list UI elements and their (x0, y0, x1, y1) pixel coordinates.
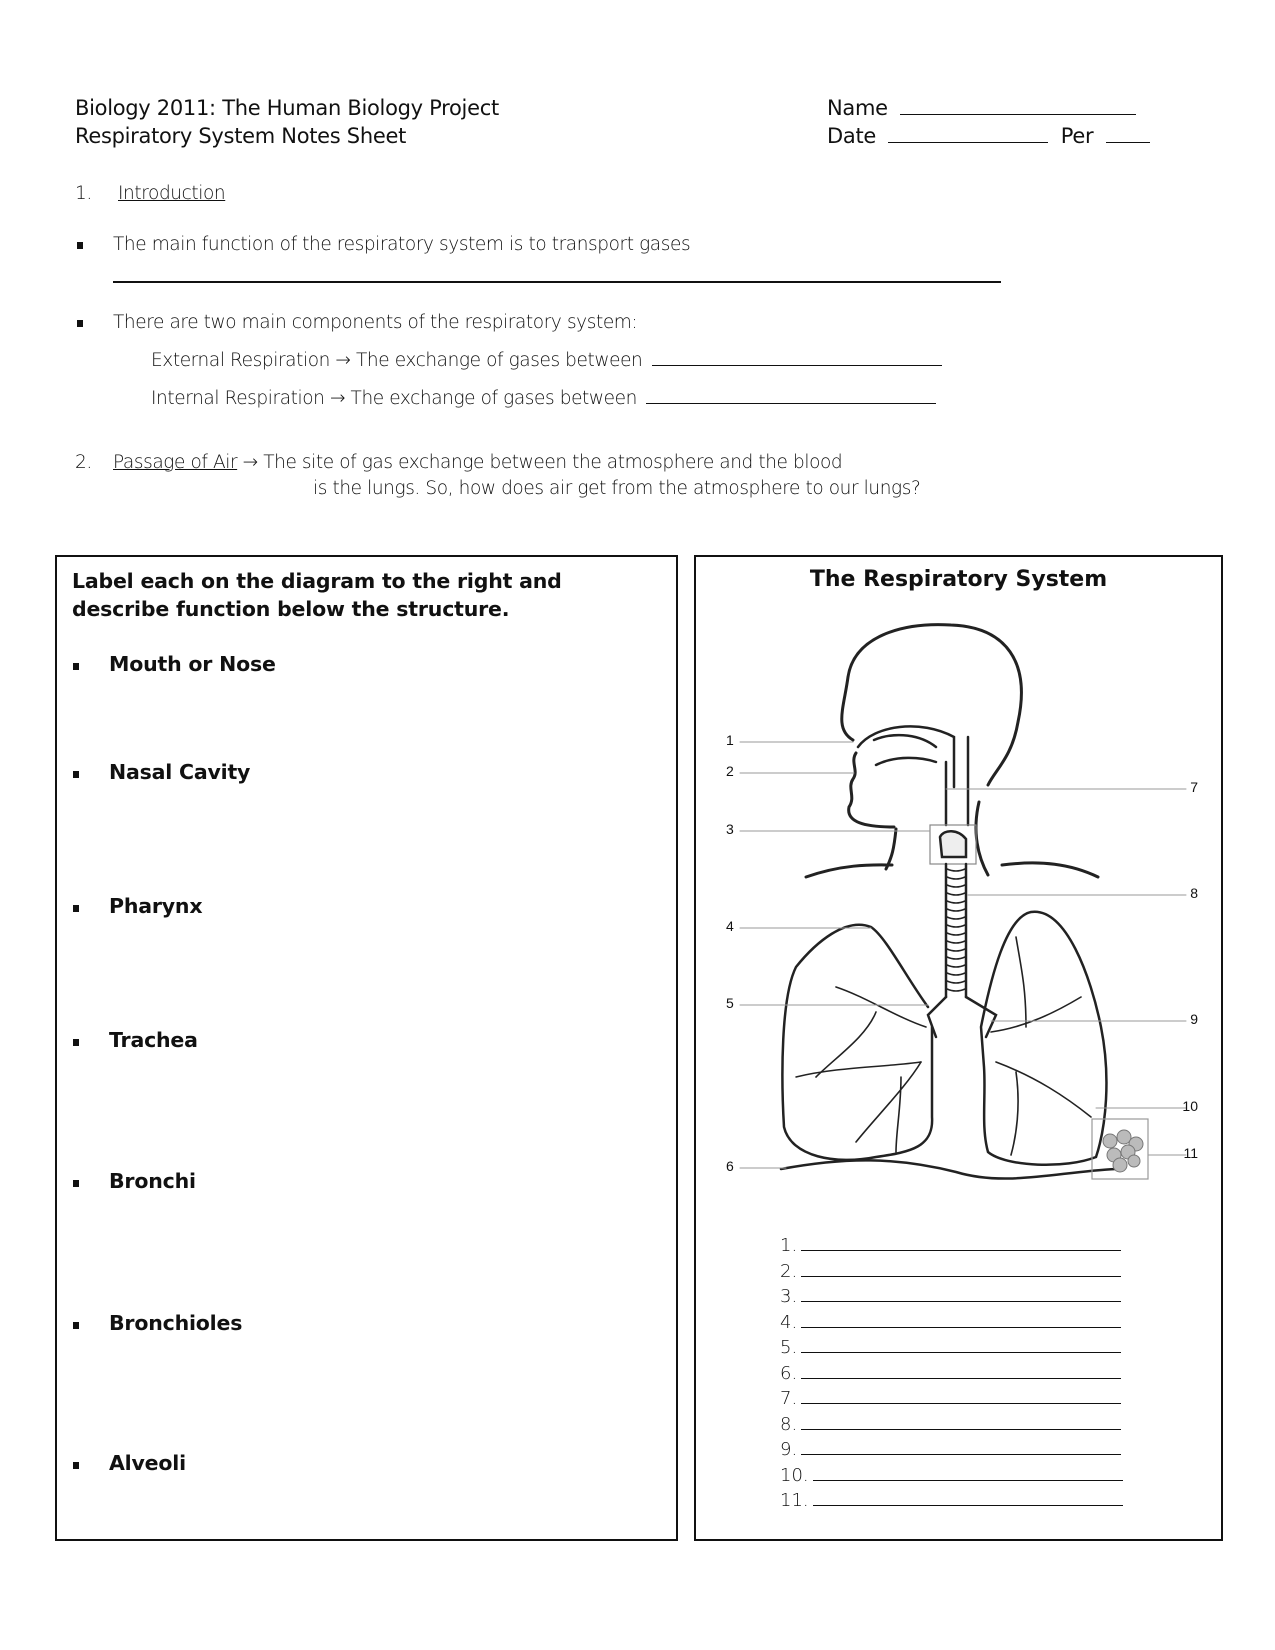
trachea-ring (947, 925, 965, 927)
answer-line-5[interactable] (780, 1337, 1121, 1358)
structure-item: Nasal Cavity (109, 760, 251, 784)
trachea-ring (947, 949, 965, 951)
section-1-number: 1. (75, 183, 92, 204)
date-per-field[interactable] (827, 124, 1150, 148)
section-2-line1 (113, 452, 842, 473)
structure-item: Trachea (109, 1028, 198, 1052)
per-label: Per (1060, 124, 1094, 148)
diagram-label-8: 8 (1190, 885, 1198, 901)
answer-number: 5. (780, 1337, 798, 1358)
trachea-ring (947, 965, 965, 967)
answer-line-9[interactable] (780, 1439, 1121, 1460)
answer-line-11[interactable] (780, 1490, 1123, 1511)
diagram-label-7: 7 (1190, 779, 1198, 795)
answer-number: 8. (780, 1413, 798, 1435)
trachea-ring (947, 941, 965, 943)
components-text: There are two main components of the respiratory system: (113, 312, 638, 333)
diagram-label-9: 9 (1190, 1011, 1198, 1027)
name-label: Name (827, 96, 888, 120)
trachea-ring (947, 869, 965, 871)
bullet-icon (73, 771, 79, 778)
structure-item: Bronchioles (109, 1311, 243, 1335)
bullet-icon (73, 905, 79, 912)
structure-item: Alveoli (109, 1451, 186, 1475)
diagram-label-6: 6 (726, 1158, 734, 1174)
bullet-icon (73, 1180, 79, 1187)
answer-number: 9. (780, 1439, 798, 1460)
worksheet-subtitle: Respiratory System Notes Sheet (75, 124, 407, 148)
trachea-ring (947, 909, 965, 911)
trachea (946, 864, 966, 997)
trachea-ring (947, 973, 965, 975)
section-2-number: 2. (75, 452, 92, 473)
diagram-title: The Respiratory System (809, 567, 1108, 592)
structure-item: Bronchi (109, 1169, 196, 1193)
diagram-label-3: 3 (726, 821, 734, 837)
date-label: Date (827, 124, 876, 148)
bullet-icon (73, 1322, 79, 1329)
respiratory-diagram-box (694, 555, 1223, 1541)
nasal-cavity-and-pharynx (858, 726, 968, 825)
section-2-text-1: → The site of gas exchange between the atmosphere and the blood (242, 452, 843, 473)
bullet-icon (77, 242, 83, 249)
answer-number: 10. (780, 1464, 809, 1486)
answer-line-10[interactable] (780, 1465, 1123, 1486)
structure-item: Pharynx (109, 894, 203, 918)
bullet-icon (73, 663, 79, 670)
answer-line-4[interactable] (780, 1312, 1121, 1333)
trachea-ring (947, 893, 965, 895)
diagram-label-2: 2 (726, 763, 734, 779)
alveoli-cluster (1103, 1130, 1143, 1172)
answer-line-2[interactable] (780, 1261, 1121, 1282)
answer-number: 6. (780, 1362, 798, 1384)
trachea-rings (947, 869, 965, 991)
answer-number: 4. (780, 1311, 798, 1333)
label-instructions-box (55, 555, 678, 1541)
internal-respiration-text: Internal Respiration → The exchange of gases between (151, 388, 637, 409)
answer-line-3[interactable] (780, 1286, 1121, 1307)
answer-blank[interactable] (801, 1415, 1121, 1430)
section-2-heading: Passage of Air (113, 452, 238, 473)
date-blank[interactable] (888, 124, 1048, 143)
name-field[interactable] (827, 96, 1136, 120)
answer-line-8[interactable] (780, 1414, 1121, 1435)
trachea-ring (947, 989, 965, 991)
internal-respiration (151, 388, 936, 409)
diagram-label-5: 5 (726, 995, 734, 1011)
answer-number: 2. (780, 1260, 798, 1282)
answer-blank[interactable] (801, 1236, 1121, 1251)
answer-number: 1. (780, 1235, 798, 1256)
answer-blank[interactable] (801, 1338, 1121, 1353)
main-function-text: The main function of the respiratory system is to transport gases (113, 234, 691, 255)
answer-blank[interactable] (801, 1313, 1121, 1328)
trachea-ring (947, 885, 965, 887)
trachea-ring (947, 981, 965, 983)
answer-line-7[interactable] (780, 1388, 1121, 1409)
trachea-ring (947, 917, 965, 919)
worksheet-title: Biology 2011: The Human Biology Project (75, 96, 499, 120)
bullet-icon (73, 1039, 79, 1046)
answer-line-1[interactable] (780, 1235, 1121, 1256)
answer-blank[interactable] (801, 1364, 1121, 1379)
right-lung (981, 912, 1106, 1165)
main-function-answer-line[interactable] (113, 281, 1001, 283)
per-blank[interactable] (1106, 124, 1150, 143)
instructions-text: Label each on the diagram to the right and describe function below the structure. (72, 569, 562, 621)
bullet-icon (77, 320, 83, 327)
respiratory-system-diagram (696, 557, 1221, 1197)
section-2-text-2: is the lungs. So, how does air get from the atmosphere to our lungs? (313, 478, 921, 499)
external-respiration-text: External Respiration → The exchange of gases between (151, 350, 643, 371)
trachea-ring (947, 901, 965, 903)
answer-number: 3. (780, 1286, 798, 1307)
larynx (940, 831, 966, 857)
trachea-ring (947, 877, 965, 879)
answer-number: 11. (780, 1490, 809, 1511)
trachea-ring (947, 957, 965, 959)
external-respiration (151, 350, 942, 371)
diagram-label-11: 11 (1183, 1145, 1198, 1161)
answer-blank[interactable] (813, 1491, 1123, 1506)
diagram-label-10: 10 (1182, 1098, 1198, 1114)
diagram-label-4: 4 (726, 918, 734, 934)
diagram-label-1: 1 (726, 732, 734, 748)
trachea-ring (947, 933, 965, 935)
answer-number: 7. (780, 1388, 798, 1409)
answer-blank[interactable] (801, 1287, 1121, 1302)
left-lung (782, 925, 932, 1160)
answer-blank[interactable] (813, 1466, 1123, 1481)
answer-blank[interactable] (801, 1262, 1121, 1277)
internal-answer-blank[interactable] (646, 389, 936, 404)
answer-line-6[interactable] (780, 1363, 1121, 1384)
bullet-icon (73, 1462, 79, 1469)
structure-item: Mouth or Nose (109, 652, 276, 676)
name-blank[interactable] (900, 96, 1136, 115)
answer-blank[interactable] (801, 1389, 1121, 1404)
answer-blank[interactable] (801, 1440, 1121, 1455)
section-1-heading: Introduction (118, 183, 226, 204)
external-answer-blank[interactable] (652, 351, 942, 366)
